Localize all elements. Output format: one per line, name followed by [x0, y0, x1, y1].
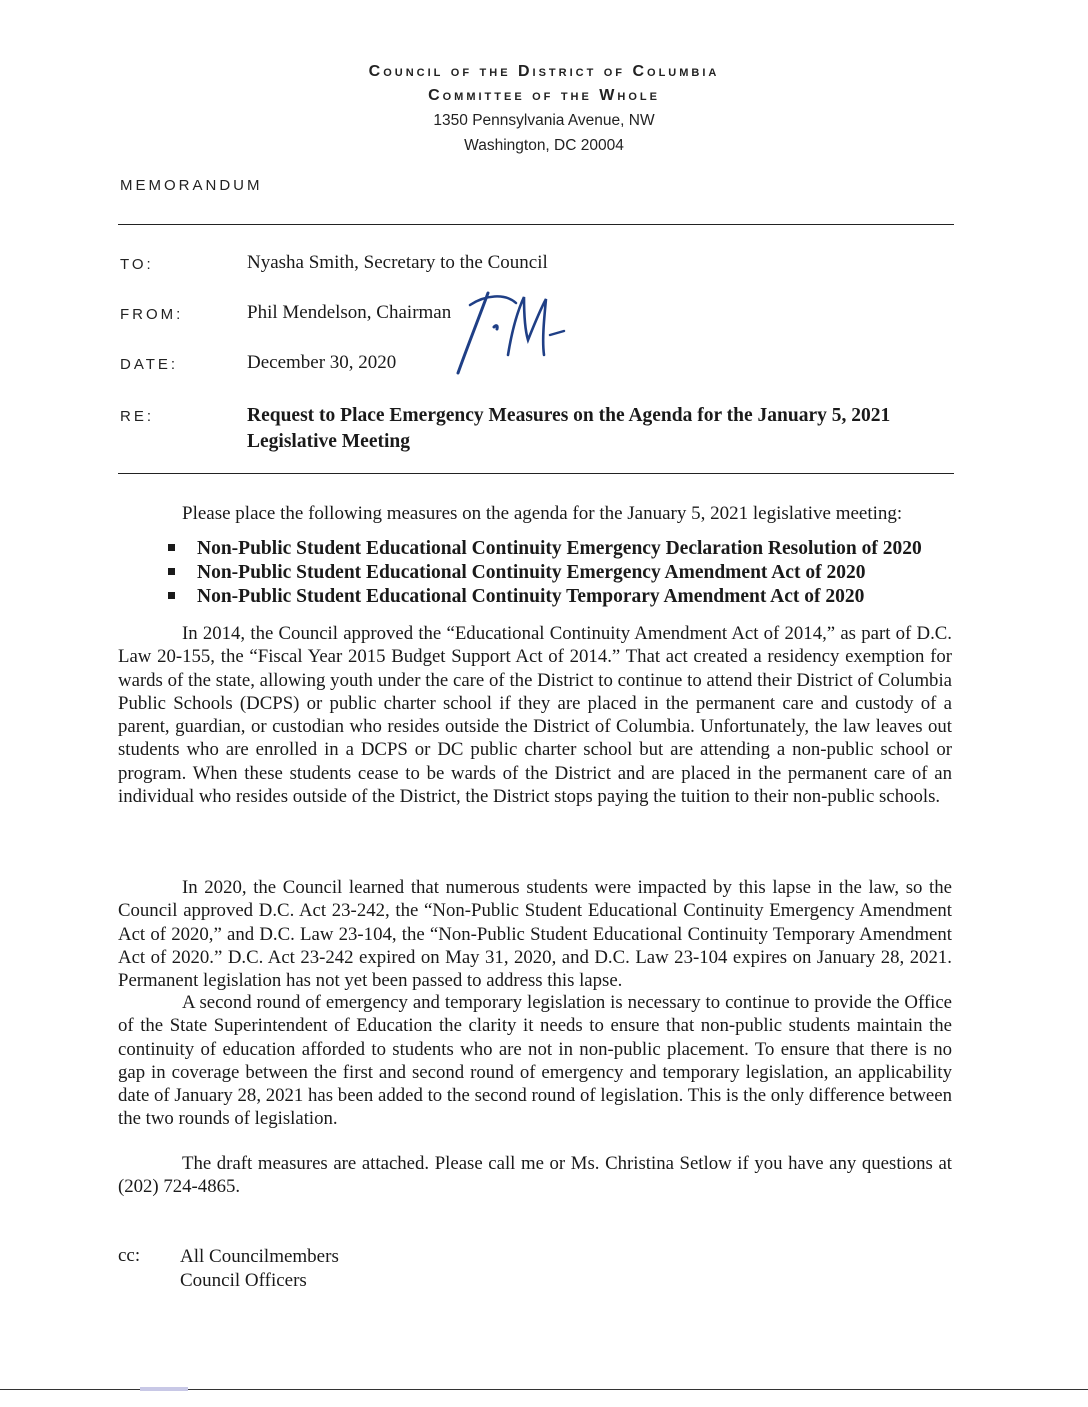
to-label: TO:	[120, 256, 154, 273]
measure-title: Non-Public Student Educational Continuity Emergency Declaration Resolution of 2020	[197, 538, 922, 559]
cc-label: cc:	[118, 1245, 141, 1266]
bullet-icon	[168, 592, 175, 599]
cc-recipient: Council Officers	[180, 1270, 307, 1291]
letterhead	[0, 60, 1088, 158]
body-paragraph: The draft measures are attached. Please call me or Ms. Christina Setlow if you have any questions at (202) 724-4865.	[118, 1153, 952, 1198]
cc-recipients	[180, 1245, 339, 1293]
chairman-signature	[450, 285, 580, 380]
body-paragraph: A second round of emergency and temporary legislation is necessary to continue to provide the Office of the State Superintendent of Education the clarity it needs to ensure that non-public students maintain the continuity of education afforded to students who are not in non-public placement. To ensure that there is no gap in coverage between the first and second round of emergency and temporary legislation, an applicability date of January 28, 2021 has been added to the second round of legislation. This is the only difference between the two rounds of legislation.	[118, 992, 952, 1130]
measures-list	[168, 537, 922, 609]
list-item	[168, 585, 922, 609]
header-top-divider	[118, 224, 954, 225]
body-paragraph: In 2020, the Council learned that numerous students were impacted by this lapse in the law, so the Council approved D.C. Act 23-242, the “Non-Public Student Educational Continuity Emergency Amendment Act of 2020,” and D.C. Law 23-104, the “Non-Public Student Educational Continuity Temporary Amendment Act of 2020.” D.C. Act 23-242 expired on May 31, 2020, and D.C. Law 23-104 expires on January 28, 2021. Permanent legislation has not yet been passed to address this lapse.	[118, 877, 952, 992]
date-label: DATE:	[120, 356, 179, 373]
from-label: FROM:	[120, 306, 184, 323]
letterhead-city: Washington, DC 20004	[464, 137, 624, 154]
memorandum-label: MEMORANDUM	[120, 177, 263, 194]
from-value: Phil Mendelson, Chairman	[247, 302, 452, 323]
measure-title: Non-Public Student Educational Continuity Temporary Amendment Act of 2020	[197, 586, 865, 607]
date-value: December 30, 2020	[247, 352, 397, 373]
intro-sentence: Please place the following measures on the agenda for the January 5, 2021 legislative meeting:	[182, 503, 903, 524]
bullet-icon	[168, 544, 175, 551]
measure-title: Non-Public Student Educational Continuity Emergency Amendment Act of 2020	[197, 562, 866, 583]
body-paragraph: In 2014, the Council approved the “Educational Continuity Amendment Act of 2014,” as part of D.C. Law 20-155, the “Fiscal Year 2015 Budget Support Act of 2014.” That act created a residency exemption for wards of the state, allowing youth under the care of the District to continue to attend their District of Columbia Public Schools (DCPS) or public charter school if they are placed in the permanent care and custody of a parent, guardian, or custodian who resides outside the District of Columbia. Unfortunately, the law leaves out students who are enrolled in a DCPS or DC public charter school but are attending a non-public school or program. When these students cease to be wards of the District and are placed in the permanent care of an individual who resides outside of the District, the District stops paying the tuition to their non-public schools.	[118, 623, 952, 808]
header-bottom-divider	[118, 473, 954, 474]
cc-recipient: All Councilmembers	[180, 1246, 339, 1267]
scan-mark	[140, 1387, 188, 1391]
letterhead-council: Council of the District of Columbia	[368, 63, 720, 80]
list-item	[168, 537, 922, 561]
re-subject: Request to Place Emergency Measures on the Agenda for the January 5, 2021 Legislative Meeting	[247, 405, 891, 452]
re-label: RE:	[120, 408, 155, 425]
to-value: Nyasha Smith, Secretary to the Council	[247, 252, 548, 273]
letterhead-committee: Committee of the Whole	[428, 87, 660, 104]
letterhead-street: 1350 Pennsylvania Avenue, NW	[433, 112, 655, 129]
list-item	[168, 561, 922, 585]
bullet-icon	[168, 568, 175, 575]
